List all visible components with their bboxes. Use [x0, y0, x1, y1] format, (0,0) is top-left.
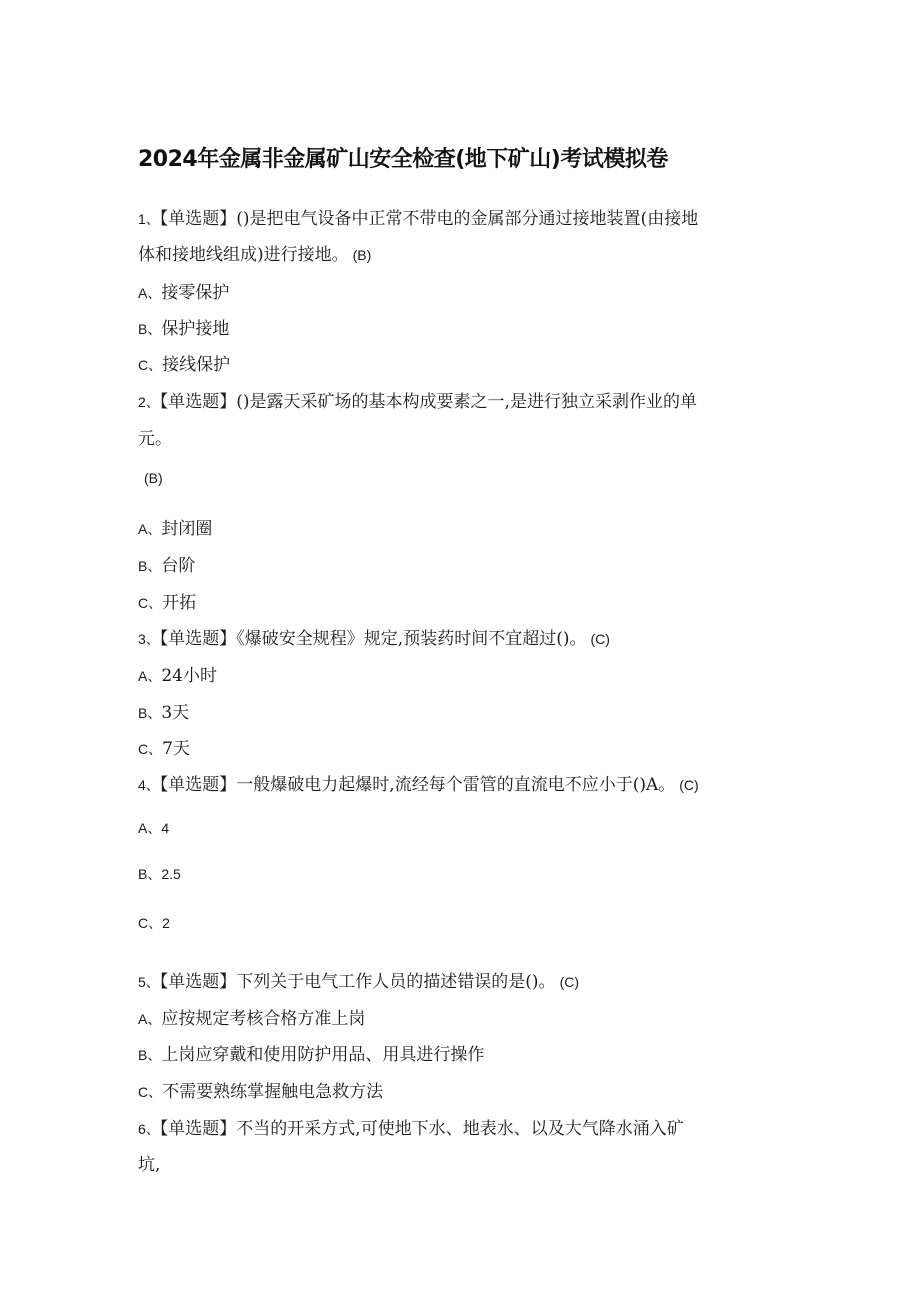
- question-3-option-c: C、7天: [138, 739, 190, 759]
- question-2-answer-line: [144, 467, 163, 489]
- question-6-line-1: [138, 1118, 684, 1140]
- question-1-number: 1、: [138, 211, 160, 227]
- question-2-answer: (B): [144, 470, 163, 486]
- question-1-answer: (B): [352, 247, 372, 263]
- question-6-line-2: [138, 1154, 160, 1176]
- question-1-option-c: C、接线保护: [138, 355, 231, 375]
- question-2-type: 【单选题】: [159, 392, 237, 412]
- question-5-text-1: 下列关于电气工作人员的描述错误的是()。: [236, 972, 556, 992]
- question-5-option-c: C、不需要熟练掌握触电急救方法: [138, 1082, 384, 1102]
- question-3-number: 3、: [138, 631, 160, 647]
- question-5-answer: (C): [559, 974, 579, 990]
- question-3-type: 【单选题】: [159, 629, 237, 649]
- question-6-number: 6、: [138, 1121, 160, 1137]
- question-5-option-a: A、应按规定考核合格方准上岗: [138, 1009, 366, 1029]
- question-2-text-2: 元。: [138, 429, 172, 449]
- question-1-text-2: 体和接地线组成)进行接地。: [138, 245, 349, 265]
- question-6-text-1: 不当的开采方式,可使地下水、地表水、以及大气降水涌入矿: [236, 1119, 684, 1139]
- question-5-type: 【单选题】: [159, 972, 237, 992]
- question-1-option-a: A、接零保护: [138, 283, 230, 303]
- question-1-type: 【单选题】: [159, 209, 237, 229]
- question-4-text-1: 一般爆破电力起爆时,流经每个雷管的直流电不应小于()A。: [236, 775, 676, 795]
- question-3-text-1: 《爆破安全规程》规定,预装药时间不宜超过()。: [236, 629, 587, 649]
- question-3-option-b: B、3天: [138, 703, 190, 723]
- question-1-text-1: ()是把电气设备中正常不带电的金属部分通过接地装置(由接地: [236, 209, 699, 229]
- question-2-line-1: [138, 391, 697, 413]
- question-5-option-b: B、上岗应穿戴和使用防护用品、用具进行操作: [138, 1045, 485, 1065]
- question-5-number: 5、: [138, 974, 160, 990]
- question-3-line-1: [138, 628, 610, 650]
- question-4-type: 【单选题】: [159, 775, 237, 795]
- question-1-line-2: [138, 244, 371, 266]
- question-1-line-1: [138, 208, 698, 230]
- question-2-option-b: B、台阶: [138, 556, 196, 576]
- document-title: 2024年金属非金属矿山安全检查(地下矿山)考试模拟卷: [138, 147, 668, 172]
- question-5-line-1: [138, 971, 579, 993]
- question-1-option-b: B、保护接地: [138, 319, 230, 339]
- question-2-option-a: A、封闭圈: [138, 519, 213, 539]
- question-4-line-1: [138, 774, 699, 796]
- question-3-answer: (C): [590, 631, 610, 647]
- question-4-answer: (C): [679, 777, 699, 793]
- question-6-type: 【单选题】: [159, 1119, 237, 1139]
- question-4-option-c: C、2: [138, 915, 170, 931]
- question-2-number: 2、: [138, 394, 160, 410]
- question-2-line-2: [138, 428, 172, 450]
- question-4-option-a: A、4: [138, 820, 170, 836]
- question-2-option-c: C、开拓: [138, 593, 197, 613]
- question-2-text-1: ()是露天采矿场的基本构成要素之一,是进行独立采剥作业的单: [236, 392, 697, 412]
- question-4-option-b: B、2.5: [138, 866, 181, 882]
- question-6-text-2: 坑,: [138, 1155, 161, 1175]
- question-4-number: 4、: [138, 777, 160, 793]
- question-3-option-a: A、24小时: [138, 666, 217, 686]
